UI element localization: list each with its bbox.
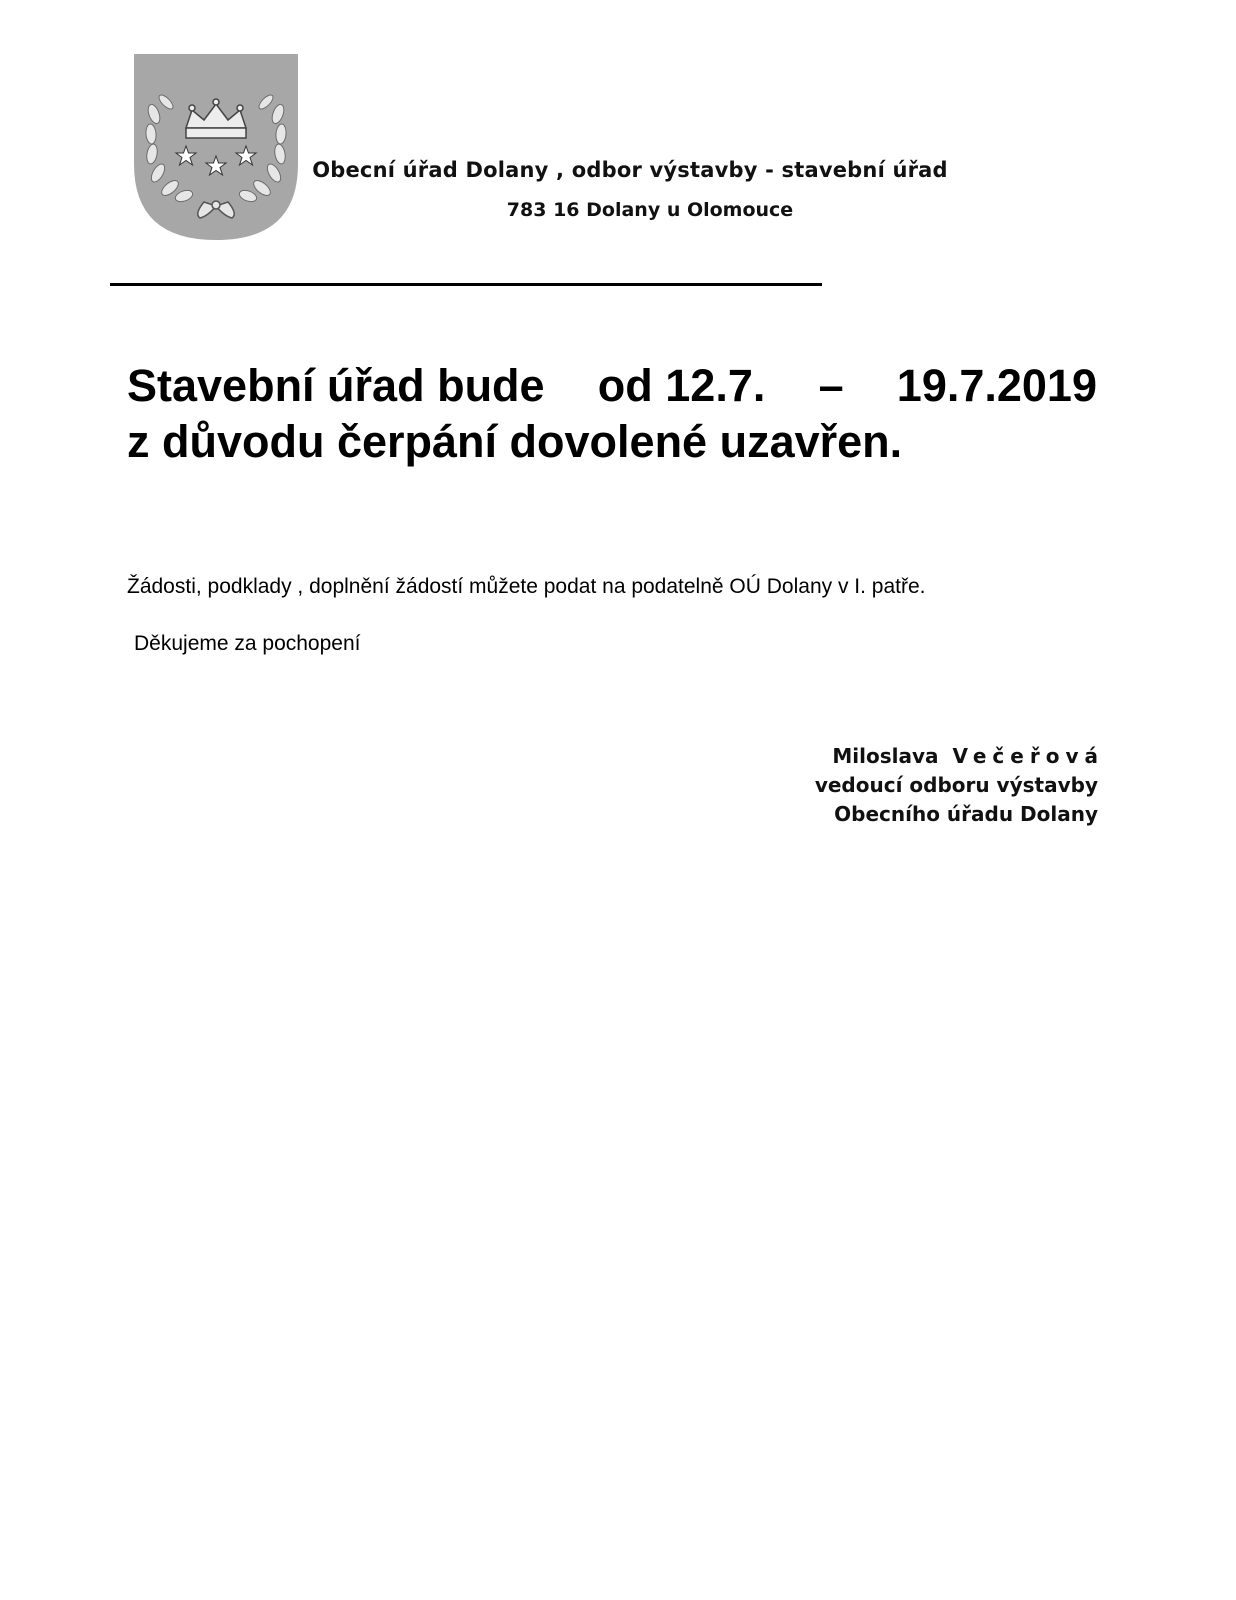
- headline-dash: –: [818, 360, 844, 411]
- headline-date-to: 19.7.2019: [896, 360, 1097, 411]
- headline-date-from: od 12.7.: [597, 360, 766, 411]
- headline-line-2: z důvodu čerpání dovolené uzavřen.: [127, 416, 903, 467]
- notice-thanks: Děkujeme za pochopení: [134, 632, 361, 655]
- signature-surname: Večeřová: [952, 744, 1104, 768]
- signature-first-name: Miloslava: [832, 744, 939, 768]
- signature-office: Obecního úřadu Dolany: [834, 802, 1098, 826]
- signature-name: [815, 742, 1104, 771]
- notice-body: Žádosti, podklady , doplnění žádostí můžete podat na podatelně OÚ Dolany v I. patře.: [127, 575, 926, 598]
- notice-headline: [127, 358, 1117, 470]
- header-divider: [110, 283, 822, 286]
- headline-line-1: [127, 358, 1097, 414]
- headline-subject: Stavební úřad bude: [127, 360, 545, 411]
- office-address: 783 16 Dolany u Olomouce: [506, 199, 794, 221]
- coat-of-arms-icon: [134, 54, 298, 240]
- office-name-heading: Obecní úřad Dolany , odbor výstavby - stavební úřad: [312, 158, 948, 182]
- signature-position: vedoucí odboru výstavby: [814, 773, 1098, 797]
- signature-block: [814, 742, 1104, 829]
